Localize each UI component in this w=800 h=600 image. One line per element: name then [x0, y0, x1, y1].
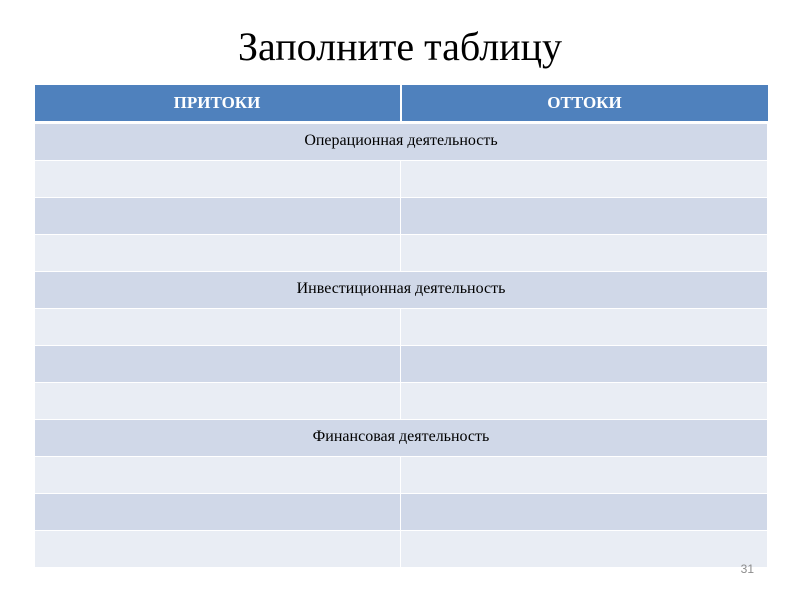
table-row: [35, 198, 768, 235]
inflow-cell[interactable]: [35, 235, 401, 272]
inflow-cell[interactable]: [35, 346, 401, 383]
table-row: [35, 309, 768, 346]
header-inflows: ПРИТОКИ: [35, 85, 401, 123]
inflow-cell[interactable]: [35, 309, 401, 346]
outflow-cell[interactable]: [401, 383, 768, 420]
table-row: [35, 531, 768, 568]
inflow-cell[interactable]: [35, 531, 401, 568]
inflow-cell[interactable]: [35, 383, 401, 420]
outflow-cell[interactable]: [401, 346, 768, 383]
outflow-cell[interactable]: [401, 531, 768, 568]
slide-title: Заполните таблицу: [237, 24, 562, 69]
header-outflows: ОТТОКИ: [401, 85, 768, 123]
outflow-cell[interactable]: [401, 457, 768, 494]
section-row-financing: [35, 420, 768, 457]
outflow-cell[interactable]: [401, 494, 768, 531]
section-label-operating: Операционная деятельность: [35, 123, 768, 161]
table-row: [35, 235, 768, 272]
inflow-cell[interactable]: [35, 198, 401, 235]
section-row-investing: [35, 272, 768, 309]
table-row: [35, 161, 768, 198]
table-row: [35, 457, 768, 494]
section-row-operating: [35, 123, 768, 161]
section-label-investing: Инвестиционная деятельность: [35, 272, 768, 309]
outflow-cell[interactable]: [401, 309, 768, 346]
page-number: 31: [740, 562, 754, 576]
fill-in-table: [34, 85, 768, 568]
outflow-cell[interactable]: [401, 235, 768, 272]
table-row: [35, 383, 768, 420]
outflow-cell[interactable]: [401, 198, 768, 235]
table-header-row: [35, 85, 768, 123]
inflow-cell[interactable]: [35, 161, 401, 198]
table-row: [35, 494, 768, 531]
inflow-cell[interactable]: [35, 494, 401, 531]
inflow-cell[interactable]: [35, 457, 401, 494]
section-label-financing: Финансовая деятельность: [35, 420, 768, 457]
table-row: [35, 346, 768, 383]
outflow-cell[interactable]: [401, 161, 768, 198]
